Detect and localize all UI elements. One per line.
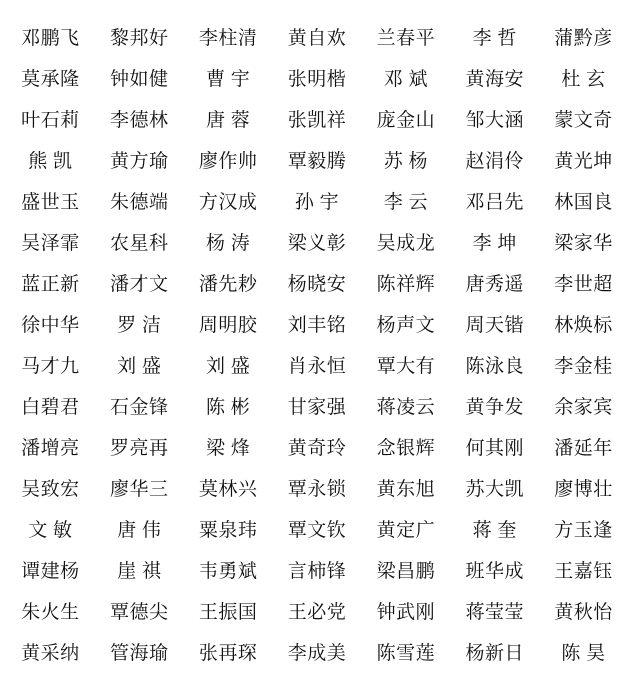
name-cell: 文 敏 <box>28 520 73 541</box>
name-cell: 唐 伟 <box>117 520 162 541</box>
name-cell: 刘 盛 <box>206 356 251 377</box>
name-cell: 覃文钦 <box>287 520 347 541</box>
name-cell: 朱德端 <box>110 192 169 213</box>
name-cell: 马才九 <box>21 356 80 377</box>
name-cell: 吴成龙 <box>376 233 436 254</box>
name-cell: 苏 杨 <box>383 151 428 172</box>
name-cell: 班华成 <box>465 561 524 582</box>
name-cell: 李金桂 <box>554 356 613 377</box>
name-cell: 覃毅腾 <box>287 151 347 172</box>
name-cell: 蓝正新 <box>21 274 80 295</box>
name-cell: 农星科 <box>110 233 169 254</box>
name-cell: 蒋凌云 <box>376 397 436 418</box>
name-cell: 肖永恒 <box>287 356 347 377</box>
name-cell: 朱火生 <box>21 602 80 623</box>
name-cell: 黄定广 <box>376 520 436 541</box>
name-cell: 杨晓安 <box>287 274 347 295</box>
name-cell: 念银辉 <box>376 438 436 459</box>
name-cell: 赵涓伶 <box>465 151 524 172</box>
name-cell: 张凯祥 <box>287 110 347 131</box>
name-cell: 周天锴 <box>465 315 524 336</box>
name-cell: 苏大凯 <box>465 479 524 500</box>
name-cell: 黄奇玲 <box>287 438 347 459</box>
name-cell: 李 哲 <box>472 28 517 49</box>
name-cell: 蒙文奇 <box>554 110 613 131</box>
name-cell: 黄采纳 <box>21 643 80 664</box>
name-cell: 崖 祺 <box>117 561 162 582</box>
name-cell: 廖华三 <box>110 479 169 500</box>
name-cell: 莫林兴 <box>198 479 258 500</box>
name-cell: 陈 昊 <box>561 643 606 664</box>
name-cell: 李 坤 <box>472 233 517 254</box>
name-cell: 黄争发 <box>465 397 524 418</box>
name-cell: 余家宾 <box>554 397 613 418</box>
name-cell: 方玉逢 <box>554 520 613 541</box>
name-cell: 杜 玄 <box>561 69 606 90</box>
name-cell: 邹大涵 <box>465 110 524 131</box>
name-cell: 罗亮再 <box>110 438 169 459</box>
name-cell: 陈雪莲 <box>376 643 436 664</box>
name-cell: 覃大有 <box>376 356 436 377</box>
name-cell: 盛世玉 <box>21 192 80 213</box>
name-cell: 陈祥辉 <box>376 274 436 295</box>
name-cell: 蒋莹莹 <box>465 602 524 623</box>
name-cell: 覃德尖 <box>110 602 169 623</box>
name-cell: 蒋 奎 <box>472 520 517 541</box>
name-cell: 钟武刚 <box>376 602 436 623</box>
name-cell: 李 云 <box>383 192 428 213</box>
name-cell: 黄海安 <box>465 69 524 90</box>
name-cell: 韦勇斌 <box>198 561 258 582</box>
name-cell: 黄秋怡 <box>554 602 613 623</box>
name-cell: 邓吕先 <box>465 192 524 213</box>
name-cell: 王振国 <box>198 602 258 623</box>
name-cell: 梁家华 <box>554 233 613 254</box>
name-cell: 谭建杨 <box>21 561 80 582</box>
name-cell: 潘先耖 <box>198 274 258 295</box>
name-cell: 石金锋 <box>110 397 169 418</box>
name-cell: 潘增亮 <box>21 438 80 459</box>
name-cell: 黄东旭 <box>376 479 436 500</box>
name-cell: 刘丰铭 <box>287 315 347 336</box>
name-cell: 黄方瑜 <box>110 151 169 172</box>
name-cell: 梁 烽 <box>206 438 251 459</box>
name-cell: 李柱清 <box>198 28 258 49</box>
name-cell: 潘才文 <box>110 274 169 295</box>
name-cell: 黄光坤 <box>554 151 613 172</box>
name-cell: 兰春平 <box>376 28 436 49</box>
name-cell: 杨 涛 <box>206 233 251 254</box>
name-cell: 王嘉钰 <box>554 561 613 582</box>
name-cell: 李成美 <box>287 643 347 664</box>
name-cell: 林焕标 <box>554 315 613 336</box>
name-cell: 庞金山 <box>376 110 436 131</box>
name-cell: 何其刚 <box>465 438 524 459</box>
name-cell: 管海瑜 <box>110 643 169 664</box>
name-cell: 杨声文 <box>376 315 436 336</box>
name-cell: 唐 蓉 <box>206 110 251 131</box>
name-cell: 刘 盛 <box>117 356 162 377</box>
name-cell: 罗 洁 <box>117 315 162 336</box>
name-cell: 吴泽霏 <box>21 233 80 254</box>
name-cell: 杨新日 <box>465 643 524 664</box>
name-cell: 廖作帅 <box>198 151 258 172</box>
name-cell: 言柿锋 <box>287 561 347 582</box>
name-cell: 邓鹏飞 <box>21 28 80 49</box>
name-cell: 白碧君 <box>21 397 80 418</box>
name-cell: 莫承隆 <box>21 69 80 90</box>
name-cell: 覃永锁 <box>287 479 347 500</box>
name-cell: 张明楷 <box>287 69 347 90</box>
name-cell: 邓 斌 <box>383 69 428 90</box>
name-cell: 陈泳良 <box>465 356 524 377</box>
name-cell: 叶石莉 <box>21 110 80 131</box>
name-cell: 潘延年 <box>554 438 613 459</box>
name-cell: 粟泉玮 <box>198 520 258 541</box>
name-cell: 吴致宏 <box>21 479 80 500</box>
name-cell: 周明胶 <box>198 315 258 336</box>
name-cell: 熊 凯 <box>28 151 73 172</box>
name-cell: 孙 宇 <box>294 192 340 213</box>
name-cell: 廖博壮 <box>554 479 613 500</box>
name-cell: 曹 宇 <box>206 69 251 90</box>
name-cell: 蒲黔彦 <box>554 28 613 49</box>
name-cell: 黄自欢 <box>287 28 347 49</box>
name-cell: 黎邦好 <box>110 28 169 49</box>
name-cell: 徐中华 <box>21 315 80 336</box>
name-cell: 张再琛 <box>198 643 258 664</box>
name-cell: 甘家强 <box>287 397 347 418</box>
name-cell: 钟如健 <box>110 69 169 90</box>
name-cell: 梁义彰 <box>287 233 347 254</box>
name-cell: 方汉成 <box>198 192 258 213</box>
name-cell: 李世超 <box>554 274 613 295</box>
name-cell: 唐秀遥 <box>465 274 524 295</box>
name-cell: 梁昌鹏 <box>376 561 436 582</box>
name-cell: 陈 彬 <box>206 397 251 418</box>
name-cell: 李德林 <box>110 110 169 131</box>
name-cell: 林国良 <box>554 192 613 213</box>
name-cell: 王必党 <box>287 602 347 623</box>
